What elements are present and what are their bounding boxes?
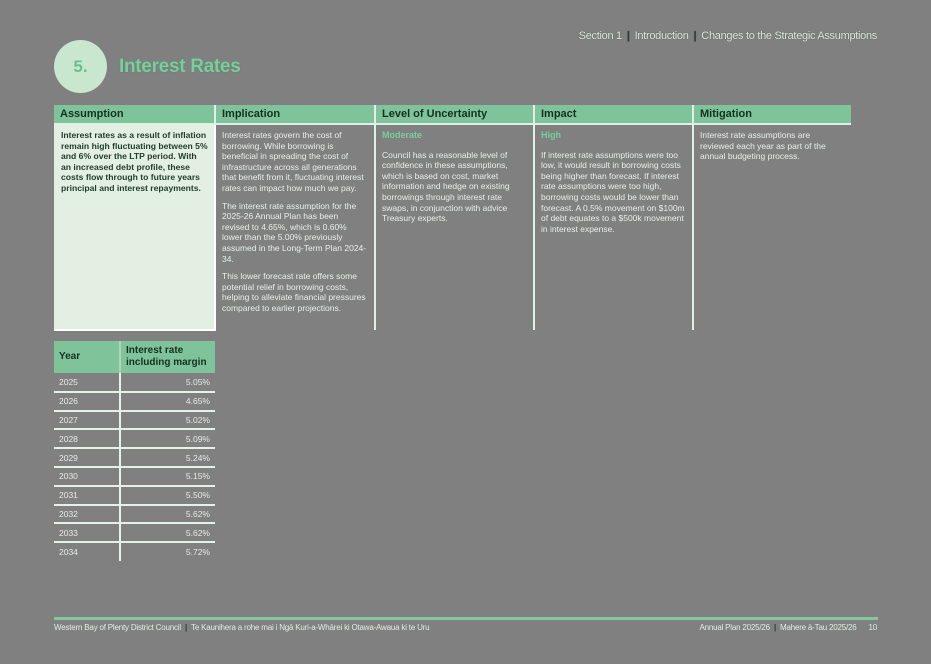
rate-cell: 5.15% [120, 467, 215, 486]
header-year: Year [54, 341, 120, 373]
table-row [54, 523, 215, 542]
rate-cell: 5.24% [120, 448, 215, 467]
section-number-badge [54, 40, 107, 93]
table-row [54, 542, 215, 561]
rate-table-header-row [54, 341, 215, 373]
breadcrumb-section[interactable]: Section 1 [578, 30, 622, 42]
table-row [54, 448, 215, 467]
header-uncertainty: Level of Uncertainty [375, 105, 534, 124]
rate-cell: 5.09% [120, 429, 215, 448]
table-row [54, 429, 215, 448]
table-row [54, 411, 215, 430]
implication-paragraph: Interest rates govern the cost of borrowing. While borrowing is beneficial in spreading the cost of infrastructure across all generations that benefit from it, fluctuating interest rates can impact how much we pay. [222, 130, 364, 193]
table-row [54, 373, 215, 392]
footer-plan-name: Annual Plan 2025/26 [699, 623, 770, 632]
uncertainty-cell [375, 124, 534, 330]
assumption-text: Interest rates as a result of inflation remain high fluctuating between 5% and 6% over the LTP period. With an increased debt profile, these costs flow through to future years principal and interest repayments. [54, 124, 215, 330]
year-cell: 2027 [54, 411, 120, 430]
impact-level: High [541, 130, 561, 140]
rate-cell: 4.65% [120, 392, 215, 411]
rate-cell: 5.62% [120, 523, 215, 542]
year-cell: 2028 [54, 429, 120, 448]
header-assumption: Assumption [54, 105, 215, 124]
header-mitigation: Mitigation [693, 105, 851, 124]
footer-separator: | [184, 623, 188, 632]
assumption-table [54, 105, 851, 331]
implication-paragraph: This lower forecast rate offers some potential relief in borrowing costs, helping to alleviate financial pressures compared to earlier projections. [222, 271, 366, 313]
breadcrumb-current[interactable]: Changes to the Strategic Assumptions [701, 30, 877, 42]
year-cell: 2026 [54, 392, 120, 411]
table-row [54, 467, 215, 486]
header-interest-rate: Interest rate including margin [120, 341, 215, 373]
implication-paragraph: The interest rate assumption for the 2025-26 Annual Plan has been revised to 4.65%, which is 0.60% lower than the 5.00% previously assumed in the Long-Term Plan 2024-34. [222, 200, 367, 264]
year-cell: 2032 [54, 505, 120, 524]
header-implication: Implication [215, 105, 375, 124]
rate-cell: 5.02% [120, 411, 215, 430]
uncertainty-level: Moderate [382, 130, 423, 140]
year-cell: 2033 [54, 523, 120, 542]
rate-cell: 5.50% [120, 486, 215, 505]
table-row [54, 392, 215, 411]
breadcrumb [579, 30, 877, 42]
rate-cell: 5.62% [120, 505, 215, 524]
interest-rate-table [54, 341, 215, 561]
page-number: 10 [868, 623, 877, 632]
footer-left [54, 623, 429, 632]
footer-council-name-maori: Te Kaunihera a rohe mai i Ngā Kuri-a-Whārei ki Otawa-Awaua ki te Uru [191, 623, 430, 632]
breadcrumb-separator: | [626, 30, 630, 42]
page-title: Interest Rates [119, 56, 241, 77]
implication-cell [215, 124, 375, 330]
impact-text: If interest rate assumptions were too low, it would result in borrowing costs being higher than forecast. If interest rate assumptions were too high, borrowing costs would be lower than forecast. A 0.5% movement on $100m of debt equates to a $500k movement in interest expense. [541, 149, 685, 234]
table-row [54, 505, 215, 524]
breadcrumb-separator: | [693, 30, 697, 42]
year-cell: 2025 [54, 373, 120, 392]
breadcrumb-introduction[interactable]: Introduction [634, 30, 689, 42]
year-cell: 2029 [54, 448, 120, 467]
table-row [54, 486, 215, 505]
year-cell: 2031 [54, 486, 120, 505]
impact-cell [534, 124, 693, 330]
mitigation-cell [693, 124, 851, 330]
mitigation-text: Interest rate assumptions are reviewed each year as part of the annual budgeting process. [700, 130, 826, 162]
assumption-table-header-row [54, 105, 851, 124]
assumption-table-row [54, 124, 851, 330]
header-impact: Impact [534, 105, 693, 124]
year-cell: 2030 [54, 467, 120, 486]
footer-right [699, 623, 877, 632]
uncertainty-text: Council has a reasonable level of confidence in these assumptions, which is based on cost, market information and hedge on existing borrowings through interest rate swaps, in conjunction with advice Treasury experts. [382, 149, 510, 224]
year-cell: 2034 [59, 547, 78, 558]
rate-cell: 5.05% [120, 373, 215, 392]
rate-cell: 5.72% [120, 542, 215, 561]
footer-divider [54, 617, 878, 620]
section-number: 5. [73, 56, 88, 76]
footer-council-name: Western Bay of Plenty District Council [54, 623, 181, 632]
footer-separator: | [773, 623, 776, 632]
footer-plan-name-maori: Mahere ā-Tau 2025/26 [779, 623, 857, 632]
